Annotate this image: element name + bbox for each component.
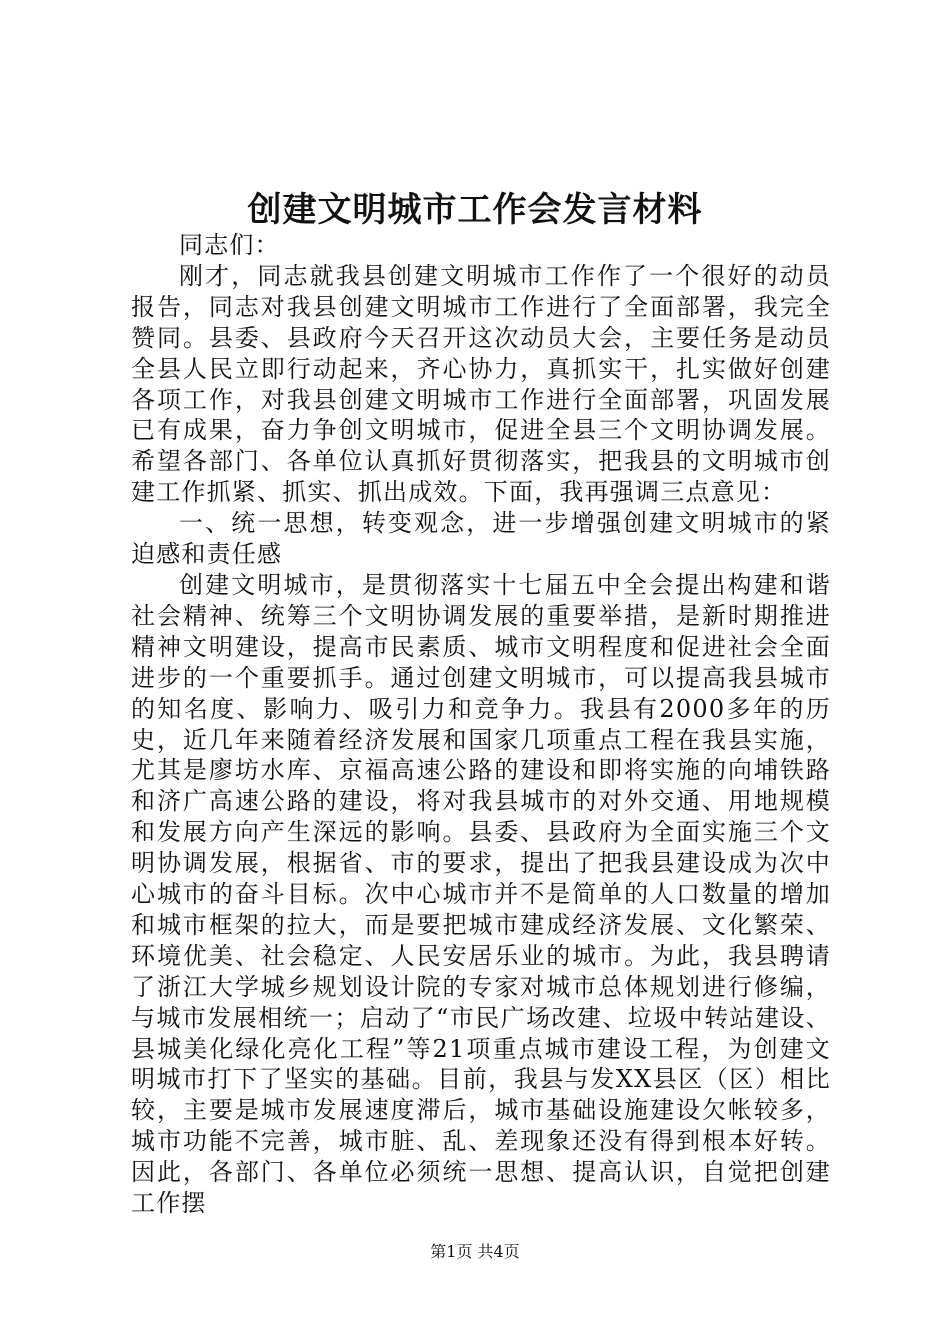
body-paragraph: 刚才，同志就我县创建文明城市工作作了一个很好的动员报告，同志对我县创建文明城市工作进行了全面部署，我完全赞同。县委、县政府今天召开这次动员大会，主要任务是动员全县人民立即行动起来，齐心协力，真抓实干，扎实做好创建各项工作，对我县创建文明城市工作进行全面部署，巩固发展已有成果，奋力争创文明城市，促进全县三个文明协调发展。希望各部门、各单位认真抓好贯彻落实，把我县的文明城市创建工作抓紧、抓实、抓出成效。下面，我再强调三点意见： [131,261,831,507]
body-paragraph: 创建文明城市，是贯彻落实十七届五中全会提出构建和谐社会精神、统筹三个文明协调发展的重要举措，是新时期推进精神文明建设，提高市民素质、城市文明程度和促进社会全面进步的一个重要抓手。通过创建文明城市，可以提高我县城市的知名度、影响力、吸引力和竞争力。我县有2000多年的历史，近几年来随着经济发展和国家几项重点工程在我县实施，尤其是廖坊水库、京福高速公路的建设和即将实施的向埔铁路和济广高速公路的建设，将对我县城市的对外交通、用地规模和发展方向产生深远的影响。县委、县政府为全面实施三个文明协调发展，根据省、市的要求，提出了把我县建设成为次中心城市的奋斗目标。次中心城市并不是简单的人口数量的增加和城市框架的拉大，而是要把城市建成经济发展、文化繁荣、环境优美、社会稳定、人民安居乐业的城市。为此，我县聘请了浙江大学城乡规划设计院的专家对城市总体规划进行修编，与城市发展相统一；启动了“市民广场改建、垃圾中转站建设、县城美化绿化亮化工程”等21项重点城市建设工程，为创建文明城市打下了坚实的基础。目前，我县与发XX县区（区）相比较，主要是城市发展速度滞后，城市基础设施建设欠帐较多，城市功能不完善，城市脏、乱、差现象还没有得到根本好转。因此，各部门、各单位必须统一思想、提高认识，自觉把创建工作摆 [131,570,831,1218]
section-heading-paragraph: 一、统一思想，转变观念，进一步增强创建文明城市的紧迫感和责任感 [131,509,831,569]
document-body [131,230,831,1219]
document-title: 创建文明城市工作会发言材料 [247,190,703,230]
page-number-footer: 第1页 共4页 [430,1242,520,1261]
salutation-paragraph: 同志们： [179,231,280,259]
